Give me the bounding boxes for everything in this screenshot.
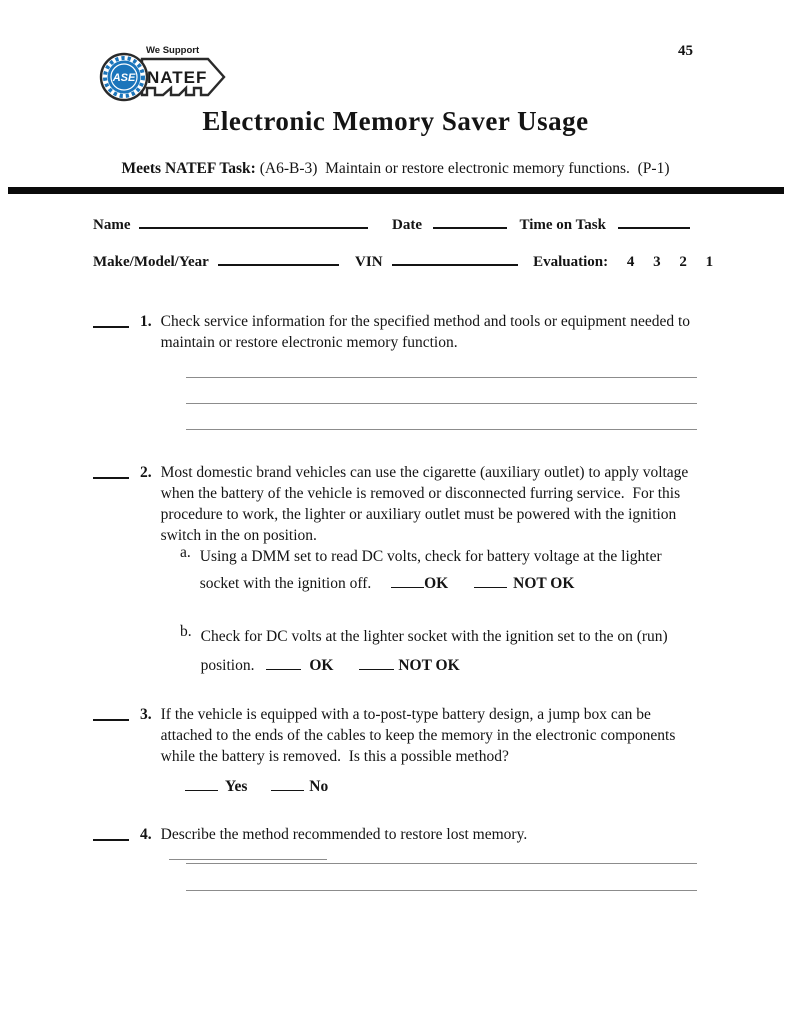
item-1-number: 1. xyxy=(140,313,152,330)
item-2a-ok-blank xyxy=(391,575,424,588)
item-2b-letter: b. xyxy=(180,623,192,640)
item-1-answer-line-3 xyxy=(186,429,697,430)
item-2b-notok-label: NOT OK xyxy=(398,656,460,674)
item-4-number: 4. xyxy=(140,826,152,843)
item-2a-letter: a. xyxy=(180,544,191,561)
item-4-answer-line-1 xyxy=(186,863,697,864)
item-4-inline-answer-blank xyxy=(169,847,327,860)
logo-support-text: We Support xyxy=(146,45,200,56)
natef-task-label: Meets NATEF Task: xyxy=(121,160,256,177)
evaluation-value-2: 2 xyxy=(679,254,687,270)
item-2-number: 2. xyxy=(140,464,152,481)
task-item-4 xyxy=(93,825,697,867)
evaluation-value-4: 4 xyxy=(626,254,635,270)
item-2a-notok-blank xyxy=(474,575,507,588)
natef-task-text: (A6-B-3) Maintain or restore electronic memory functions. (P-1) xyxy=(259,160,670,177)
item-3-yes-blank xyxy=(185,778,218,791)
task-item-3 xyxy=(93,705,697,768)
time-on-task-label: Time on Task xyxy=(519,217,606,233)
ase-badge-text: ASE xyxy=(112,72,136,84)
date-blank xyxy=(433,215,507,229)
natef-key-logo-graphic xyxy=(98,40,226,106)
page-title: Electronic Memory Saver Usage xyxy=(202,106,589,136)
item-2b-body xyxy=(201,623,683,680)
header-row-vehicle xyxy=(93,252,713,271)
evaluation-label: Evaluation: xyxy=(533,254,609,270)
item-2a-notok-label: NOT OK xyxy=(513,574,575,592)
task-item-2b xyxy=(180,623,683,680)
item-4-score-blank xyxy=(93,827,129,841)
evaluation-value-3: 3 xyxy=(653,254,661,270)
logo-org-text: NATEF xyxy=(147,68,208,87)
item-2a-text: Using a DMM set to read DC volts, check for battery voltage at the lighter socket with the ignition off. xyxy=(199,548,666,592)
item-3-no-blank xyxy=(271,778,304,791)
make-model-year-label: Make/Model/Year xyxy=(93,254,209,270)
item-2-text: Most domestic brand vehicles can use the cigarette (auxiliary outlet) to apply voltage when the battery of the vehicle is removed or disconnected furring service. For this procedure to work, the lighter or auxiliary outlet must be powered with the ignition switch in the on position. xyxy=(160,464,693,544)
item-2b-notok-blank xyxy=(359,657,394,670)
item-2a-ok-label: OK xyxy=(424,574,449,592)
time-on-task-blank xyxy=(618,215,690,229)
header-row-name xyxy=(93,215,690,234)
name-blank xyxy=(139,215,368,229)
evaluation-value-1: 1 xyxy=(705,254,714,270)
item-3-yes-label: Yes xyxy=(225,778,248,795)
page-number: 45 xyxy=(678,43,693,59)
item-1-text: Check service information for the specified method and tools or equipment needed to maintain or restore electronic memory function. xyxy=(160,313,694,351)
item-3-text: If the vehicle is equipped with a to-post-type battery design, a jump box can be attached to the ends of the cables to keep the memory in the electronic components while the battery is removed. Is this a possible method? xyxy=(160,706,680,765)
item-3-number: 3. xyxy=(140,706,152,723)
item-2a-body xyxy=(200,544,682,597)
vin-blank xyxy=(392,252,518,266)
divider-rule xyxy=(8,187,784,194)
make-model-year-blank xyxy=(218,252,339,266)
item-3-no-label: No xyxy=(309,778,329,795)
natef-task-line xyxy=(0,160,791,178)
item-4-text: Describe the method recommended to restore lost memory. xyxy=(160,826,528,843)
item-1-answer-line-1 xyxy=(186,377,697,378)
task-item-2 xyxy=(93,463,697,547)
item-4-answer-line-2 xyxy=(186,890,697,891)
item-1-answer-line-2 xyxy=(186,403,697,404)
date-label: Date xyxy=(392,217,422,233)
item-3-score-blank xyxy=(93,707,129,721)
item-2-score-blank xyxy=(93,465,129,479)
task-item-2a xyxy=(180,544,682,597)
item-1-score-blank xyxy=(93,314,129,328)
vin-label: VIN xyxy=(355,254,383,270)
item-2b-ok-blank xyxy=(266,657,301,670)
task-item-1 xyxy=(93,312,697,354)
item-3-yes-no-row xyxy=(185,778,328,796)
item-2b-ok-label: OK xyxy=(309,656,334,674)
item-4-body xyxy=(161,825,697,867)
natef-logo xyxy=(98,40,226,111)
item-2b-text: Check for DC volts at the lighter socket with the ignition set to the on (run) position. xyxy=(200,628,672,674)
name-label: Name xyxy=(93,217,131,233)
